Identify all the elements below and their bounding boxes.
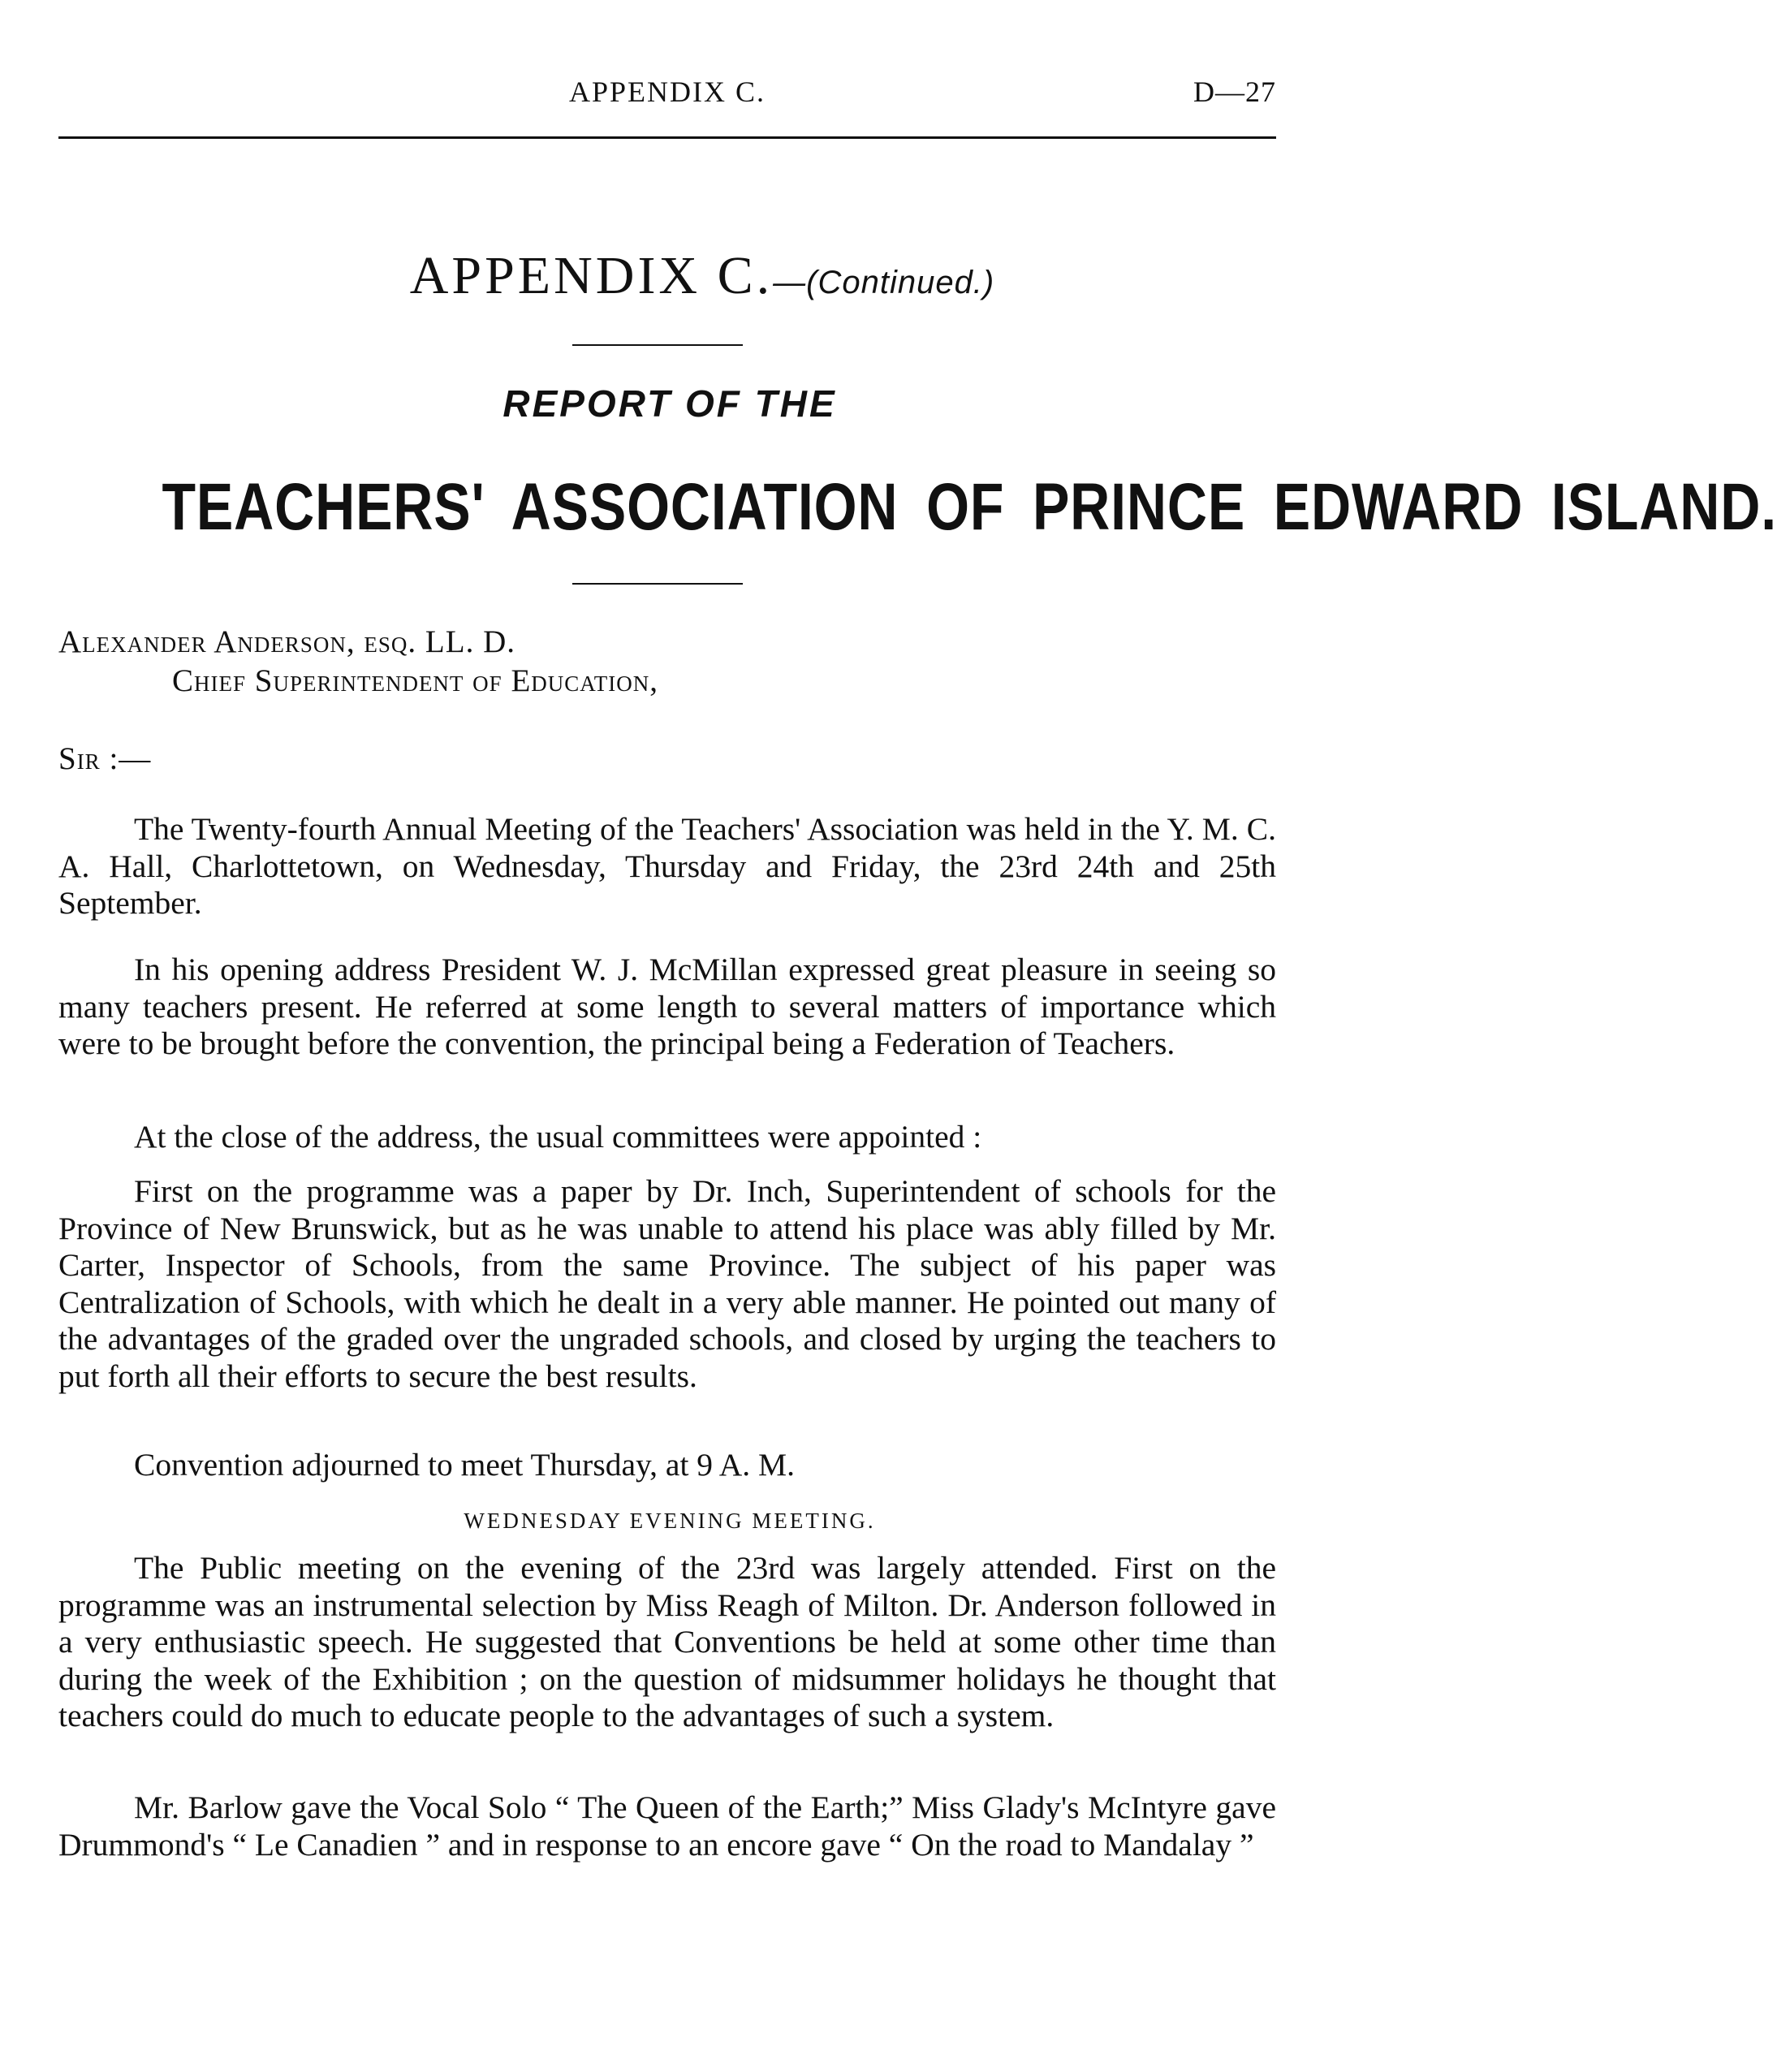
- section-heading: WEDNESDAY EVENING MEETING.: [464, 1509, 876, 1533]
- divider-rule: [572, 344, 743, 346]
- report-of-heading: REPORT OF THE: [502, 382, 837, 425]
- paragraph: In his opening address President W. J. McMillan expressed great pleasure in seeing so many teachers present. He referred at some length to several matters of importance which were to be brought before the convention, the principal being a Federation of Teachers.: [58, 952, 1276, 1061]
- header-rule: [58, 136, 1276, 139]
- appendix-heading-continued: —(Continued.): [773, 265, 995, 300]
- addressee-name: Alexander Anderson, esq. LL. D.: [58, 624, 515, 659]
- running-head: [58, 75, 1276, 115]
- appendix-heading: [0, 245, 1339, 307]
- salutation: Sir :—: [58, 741, 152, 776]
- paragraph: Mr. Barlow gave the Vocal Solo “ The Queen of the Earth;” Miss Glady's McIntyre gave Drummond's “ Le Canadien ” and in response to an encore gave “ On the road to Mandalay ”: [58, 1789, 1276, 1863]
- page-number: D—27: [1193, 76, 1276, 108]
- paragraph: The Public meeting on the evening of the 23rd was largely attended. First on the programme was an instrumental selection by Miss Reagh of Milton. Dr. Anderson followed in a very enthusiastic speech. He suggested that Conventions be held at some other time than during the week of the Exhibition ; on the question of midsummer holidays he thought that teachers could do much to educate people to the advantages of such a system.: [58, 1550, 1276, 1733]
- addressee-office: Chief Superintendent of Education,: [172, 663, 659, 698]
- paragraph: The Twenty-fourth Annual Meeting of the Teachers' Association was held in the Y. M. C. A. Hall, Charlottetown, on Wednesday, Thursday and Friday, the 23rd 24th and 25th September.: [58, 811, 1276, 921]
- paragraph: Convention adjourned to meet Thursday, at 9 A. M.: [134, 1447, 796, 1483]
- main-title: TEACHERS' ASSOCIATION OF PRINCE EDWARD ISLAND.: [162, 470, 1777, 544]
- running-head-title: APPENDIX C.: [568, 76, 766, 108]
- paragraph: First on the programme was a paper by Dr. Inch, Superintendent of schools for the Province of New Brunswick, but as he was unable to attend his place was ably filled by Mr. Carter, Inspector of Schools, from the same Province. The subject of his paper was Centralization of Schools, with which he dealt in a very able manner. He pointed out many of the advantages of the graded over the ungraded schools, and closed by urging the teachers to put forth all their efforts to secure the best results.: [58, 1173, 1276, 1394]
- divider-rule: [572, 583, 743, 585]
- paragraph: At the close of the address, the usual committees were appointed :: [134, 1119, 982, 1155]
- appendix-heading-main: APPENDIX C.: [409, 246, 774, 305]
